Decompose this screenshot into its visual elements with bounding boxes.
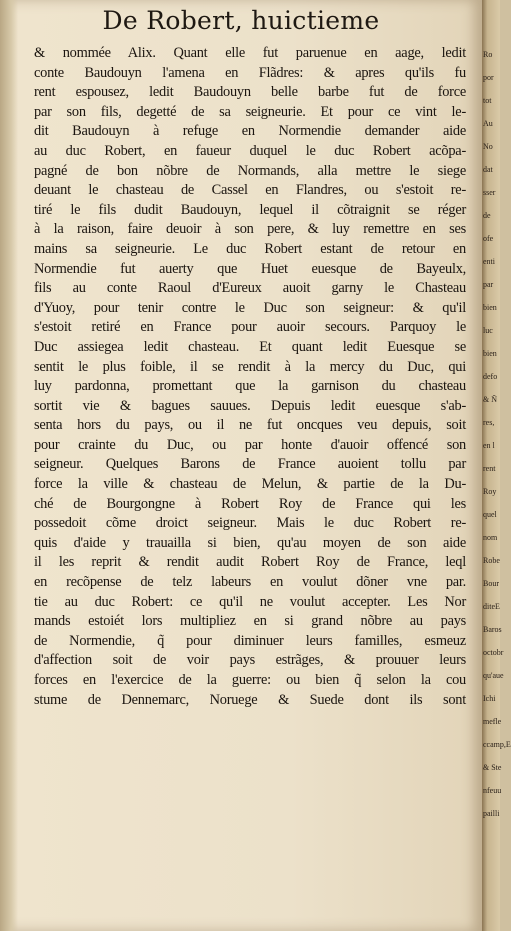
text-line: mands estoiét lors multipliez en si grand nõbre au pays [34,613,466,630]
text-line: au duc Robert, en faueur duquel le duc Robert acõpa- [34,142,466,159]
facing-page-fragment: Au [483,119,493,128]
text-line: seigneur. Quelques Barons de France auoient tollu par [34,456,466,473]
text-line: dit Baudouyn à refuge en Normendie demander aide [34,123,466,140]
facing-page-fragment: defo [483,372,498,381]
text-line: Duc assiegea ledit chasteau. Et quant ledit Euesque se [34,338,466,355]
text-line: s'estoit retiré en France pour auoir secours. Parquoy le [34,319,466,336]
facing-page-fragment: nfeuu [483,786,502,795]
text-line: pagné de bon nõbre de Normands, alla mettre le siege [34,162,466,179]
text-line: il les reprit & rendit audit Robert Roy de France, leql [34,554,466,571]
text-line: luy pardonna, promettant que la garnison du chasteau [34,378,466,395]
text-line: stume de Dennemarc, Noruege & Suede dont ils sont [34,691,466,708]
facing-page-fragment: pailli [483,809,500,818]
facing-page-fragment: enti [483,257,495,266]
facing-page-fragment: mefle [483,717,502,726]
text-line: conte Baudouyn l'amena en Flãdres: & apres qu'ils fu [34,64,466,81]
text-line: deuant le chasteau de Cassel en Flandres, ou s'estoit re- [34,182,466,199]
facing-page-fragment: tot [483,96,492,105]
text-line: à la raison, faire deuoir à son pere, & luy remettre en ses [34,221,466,238]
page-gutter [0,0,18,931]
facing-page-fragment: Bour [483,579,499,588]
body-text [34,44,466,710]
facing-page-fragment: Robe [483,556,500,565]
facing-page-fragment: rent [483,464,496,473]
facing-page-fragment: quel [483,510,497,519]
text-line: sentit le plus foible, il se rendit à la mercy du Duc, qui [34,358,466,375]
facing-page-fragment: diteE [483,602,500,611]
facing-page-fragment: sser [483,188,496,197]
facing-page-fragment: qu'aue [483,671,504,680]
text-line: tie au duc Robert: ce qu'il ne voulut accepter. Les Nor [34,593,466,610]
facing-page-fragment: por [483,73,494,82]
text-line: tiré le fils dudit Baudouyn, lequel il cõtraignit se réger [34,201,466,218]
facing-page-fragment: Baros [483,625,502,634]
text-line: de Normendie, q̃ pour diminuer leurs familles, esmeuz [34,632,466,649]
running-heading: De Robert, huictieme [102,6,380,35]
text-line: senta hors du pays, ou il ne fut oncques veu depuis, soit [34,417,466,434]
facing-page-fragment: Ro [483,50,493,59]
text-line: rent espousez, ledit Baudouyn belle barbe fut de force [34,84,466,101]
facing-page-fragment: & Ñ [483,395,497,404]
text-line: mains sa seigneurie. Le duc Robert estant de retour en [34,240,466,257]
text-line: Normendie fut auerty que Huet euesque de Bayeulx, [34,260,466,277]
text-line: ché de Bourgongne à Robert Roy de France qui les [34,495,466,512]
facing-page-fragment: No [483,142,493,151]
text-line: quis d'aide y trauailla si bien, qu'au moyen de son aide [34,534,466,551]
facing-page-fragment: luc [483,326,493,335]
facing-page-fragment: nom [483,533,498,542]
facing-page-fragment: ccamp,E [483,740,511,749]
text-line: pour crainte du Duc, ou par honte d'auoir offencé son [34,436,466,453]
facing-page-fragment: en l [483,441,495,450]
facing-page-fragment: bien [483,303,497,312]
text-line: sortit vie & bagues sauues. Depuis ledit euesque s'ab- [34,397,466,414]
facing-page-fragment: res, [483,418,495,427]
facing-page-fragment: ofe [483,234,494,243]
text-line: possedoit cõme droict seigneur. Mais le duc Robert re- [34,515,466,532]
text-line: d'Yuoy, pour tenir contre le Duc son seigneur: & qu'il [34,299,466,316]
facing-page-fragment: Roy [483,487,497,496]
text-line: forces en l'exercice de la guerre: ou bien q̃ selon la cou [34,672,466,688]
facing-page-fragment: octobr [483,648,504,657]
facing-page-fragment: par [483,280,494,289]
blank-lower-margin [18,810,482,931]
text-line: par son fils, degetté de sa seigneurie. Et pour ce vint le- [34,103,466,120]
text-line: & nommée Alix. Quant elle fut paruenue en aage, ledit [34,45,466,61]
facing-page-edge [482,0,511,931]
facing-page-fragment: Ichi [483,694,496,703]
text-line: d'affection soit de voir pays estrãges, & prouuer leurs [34,652,466,669]
facing-page-fragment: & Ste [483,763,502,772]
text-line: force la ville & chasteau de Melun, & partie de la Du- [34,476,466,493]
text-line: en recõpense de telz labeurs en voulut dõner vne par. [34,574,466,591]
text-line: fils au conte Raoul d'Eureux auoit garny le Chasteau [34,280,466,297]
facing-page-fragment: bien [483,349,497,358]
facing-page-fragment: dat [483,165,493,174]
facing-page-fragment: de [483,211,491,220]
